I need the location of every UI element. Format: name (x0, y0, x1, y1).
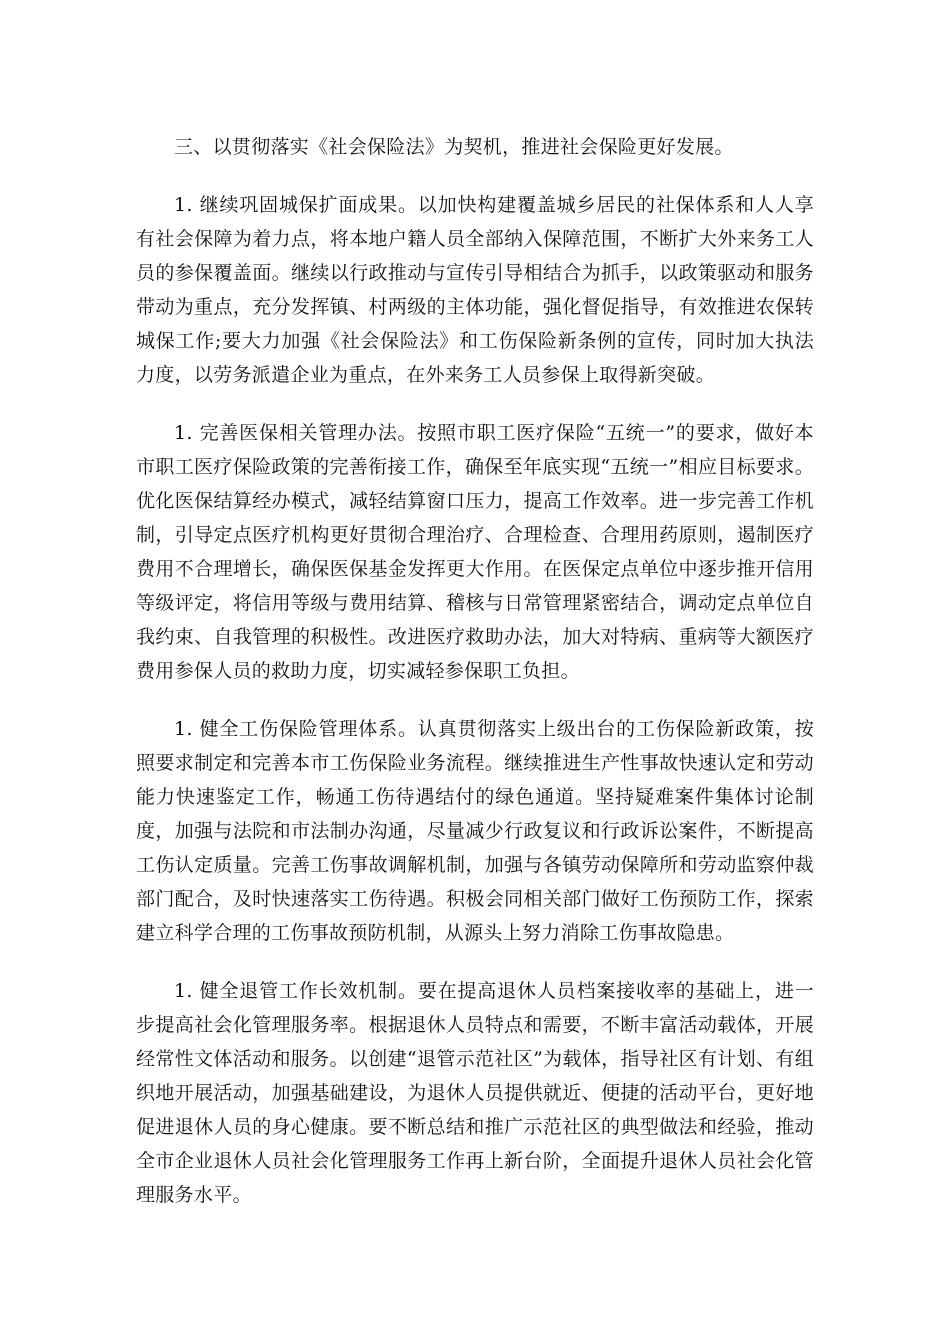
paragraph-medical-insurance-management: 1. 完善医保相关管理办法。按照市职工医疗保险“五统一”的要求，做好本市职工医疗保险政策的完善衔接工作，确保至年底实现“五统一”相应目标要求。优化医保结算经办模式，减轻结算窗口压力，提高工作效率。进一步完善工作机制，引导定点医疗机构更好贯彻合理治疗、合理检查、合理用药原则，遏制医疗费用不合理增长，确保医保基金发挥更大作用。在医保定点单位中逐步推开信用等级评定，将信用等级与费用结算、稽核与日常管理紧密结合，调动定点单位自我约束、自我管理的积极性。改进医疗救助办法，加大对特病、重病等大额医疗费用参保人员的救助力度，切实减轻参保职工负担。 (136, 422, 814, 682)
section-heading: 三、以贯彻落实《社会保险法》为契机，推进社会保险更好发展。 (174, 136, 734, 158)
paragraph-retiree-management: 1. 健全退管工作长效机制。要在提高退休人员档案接收率的基础上，进一步提高社会化管理服务率。根据退休人员特点和需要，不断丰富活动载体，开展经常性文体活动和服务。以创建“退管示范社区”为载体，指导社区有计划、有组织地开展活动，加强基础建设，为退休人员提供就近、便捷的活动平台，更好地促进退休人员的身心健康。要不断总结和推广示范社区的典型做法和经验，推动全市企业退休人员社会化管理服务工作再上新台阶，全面提升退休人员社会化管理服务水平。 (136, 980, 814, 1206)
paragraph-urban-insurance-expansion: 1. 继续巩固城保扩面成果。以加快构建覆盖城乡居民的社保体系和人人享有社会保障为着力点，将本地户籍人员全部纳入保障范围，不断扩大外来务工人员的参保覆盖面。继续以行政推动与宣传引导相结合为抓手，以政策驱动和服务带动为重点，充分发挥镇、村两级的主体功能，强化督促指导，有效推进农保转城保工作;要大力加强《社会保险法》和工伤保险新条例的宣传，同时加大执法力度，以劳务派遣企业为重点，在外来务工人员参保上取得新突破。 (136, 194, 814, 386)
paragraph-work-injury-insurance: 1. 健全工伤保险管理体系。认真贯彻落实上级出台的工伤保险新政策，按照要求制定和完善本市工伤保险业务流程。继续推进生产性事故快速认定和劳动能力快速鉴定工作，畅通工伤待遇结付的绿色通道。坚持疑难案件集体讨论制度，加强与法院和市法制办沟通，尽量减少行政复议和行政诉讼案件，不断提高工伤认定质量。完善工伤事故调解机制，加强与各镇劳动保障所和劳动监察仲裁部门配合，及时快速落实工伤待遇。积极会同相关部门做好工伤预防工作，探索建立科学合理的工伤事故预防机制，从源头上努力消除工伤事故隐患。 (136, 718, 814, 944)
document-body (136, 130, 814, 1236)
